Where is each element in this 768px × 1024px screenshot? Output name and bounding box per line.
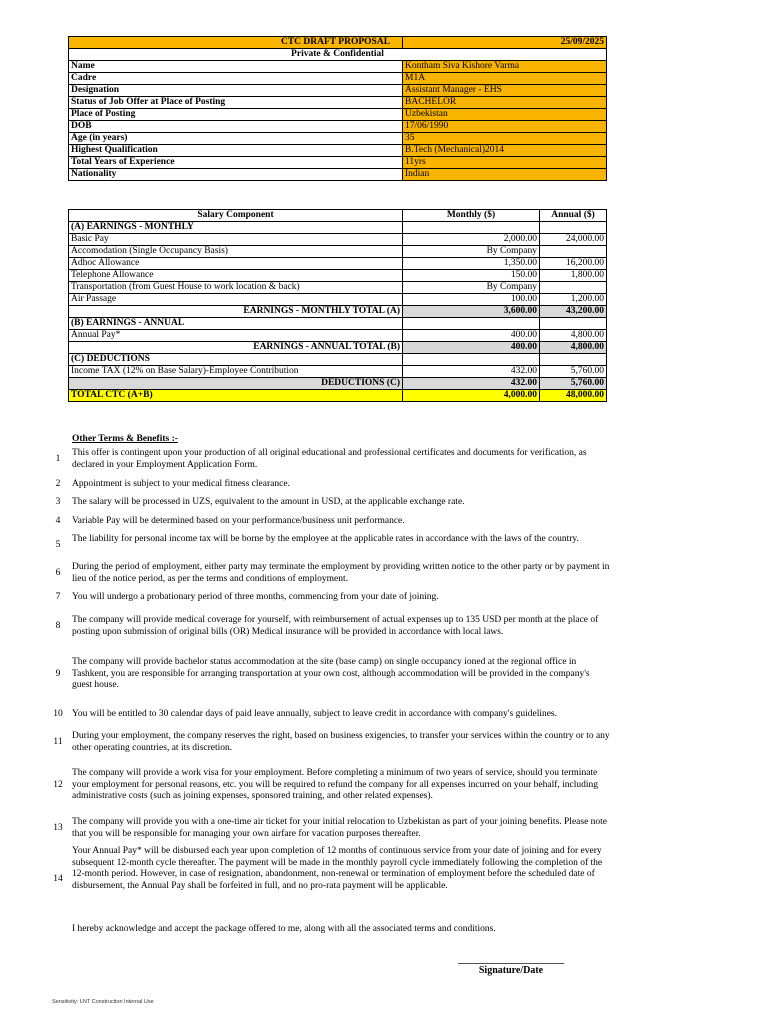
detail-row: Designation Assistant Manager - EHS xyxy=(69,85,607,97)
list-item: 1 This offer is contingent upon your production of all original educational and professional certificates and documents for verification, as declared in your Employment Application Form. xyxy=(55,448,587,470)
table-row: Income TAX (12% on Base Salary)-Employee Contribution 432.00 5,760.00 xyxy=(69,366,607,378)
monthly-total-row: EARNINGS - MONTHLY TOTAL (A) 3,600.00 43,200.00 xyxy=(69,306,607,318)
section-a-heading: (A) EARNINGS - MONTHLY xyxy=(69,222,607,234)
detail-row: Status of Job Offer at Place of Posting BACHELOR xyxy=(69,97,607,109)
detail-row: Name Kontham Siva Kishore Varma xyxy=(69,61,607,73)
deductions-total-row: DEDUCTIONS (C) 432.00 5,760.00 xyxy=(69,378,607,390)
detail-row: Nationality Indian xyxy=(69,169,607,181)
table-row: Transportation (from Guest House to work location & back) By Company xyxy=(69,282,607,294)
table-row: Annual Pay* 400.00 4,800.00 xyxy=(69,330,607,342)
table-row: Accomodation (Single Occupancy Basis) By Company xyxy=(69,246,607,258)
sensitivity-label: Sensitivity: LNT Construction Internal Use xyxy=(52,999,154,1005)
signature-label: Signature/Date xyxy=(478,965,544,976)
terms-title: Other Terms & Benefits :- xyxy=(72,434,178,444)
table-row: Telephone Allowance 150.00 1,800.00 xyxy=(69,270,607,282)
acknowledgement-text: I hereby acknowledge and accept the package offered to me, along with all the associated terms and conditions. xyxy=(72,924,496,934)
signature-line xyxy=(458,963,564,964)
annual-total-row: EARNINGS - ANNUAL TOTAL (B) 400.00 4,800.00 xyxy=(69,342,607,354)
salary-header-row: Salary Component Monthly ($) Annual ($) xyxy=(69,210,607,222)
section-c-heading: (C) DEDUCTIONS xyxy=(69,354,607,366)
salary-table xyxy=(68,209,607,402)
detail-row: Total Years of Experience 11yrs xyxy=(69,157,607,169)
table-row: Basic Pay 2,000.00 24,000.00 xyxy=(69,234,607,246)
detail-row: DOB 17/06/1990 xyxy=(69,121,607,133)
table-row: Air Passage 100.00 1,200.00 xyxy=(69,294,607,306)
proposal-date: 25/09/2025 xyxy=(403,37,607,49)
detail-row: Highest Qualification B.Tech (Mechanical)2014 xyxy=(69,145,607,157)
candidate-details-table xyxy=(68,36,607,181)
total-ctc-row: TOTAL CTC (A+B) 4,000.00 48,000.00 xyxy=(69,390,607,402)
detail-row: Age (in years) 35 xyxy=(69,133,607,145)
table-row: Adhoc Allowance 1,350.00 16,200.00 xyxy=(69,258,607,270)
detail-row: Place of Posting Uzbekistan xyxy=(69,109,607,121)
detail-row: Cadre M1A xyxy=(69,73,607,85)
confidential-label: Private & Confidential xyxy=(69,49,607,61)
proposal-title: CTC DRAFT PROPOSAL xyxy=(69,37,403,49)
section-b-heading: (B) EARNINGS - ANNUAL xyxy=(69,318,607,330)
